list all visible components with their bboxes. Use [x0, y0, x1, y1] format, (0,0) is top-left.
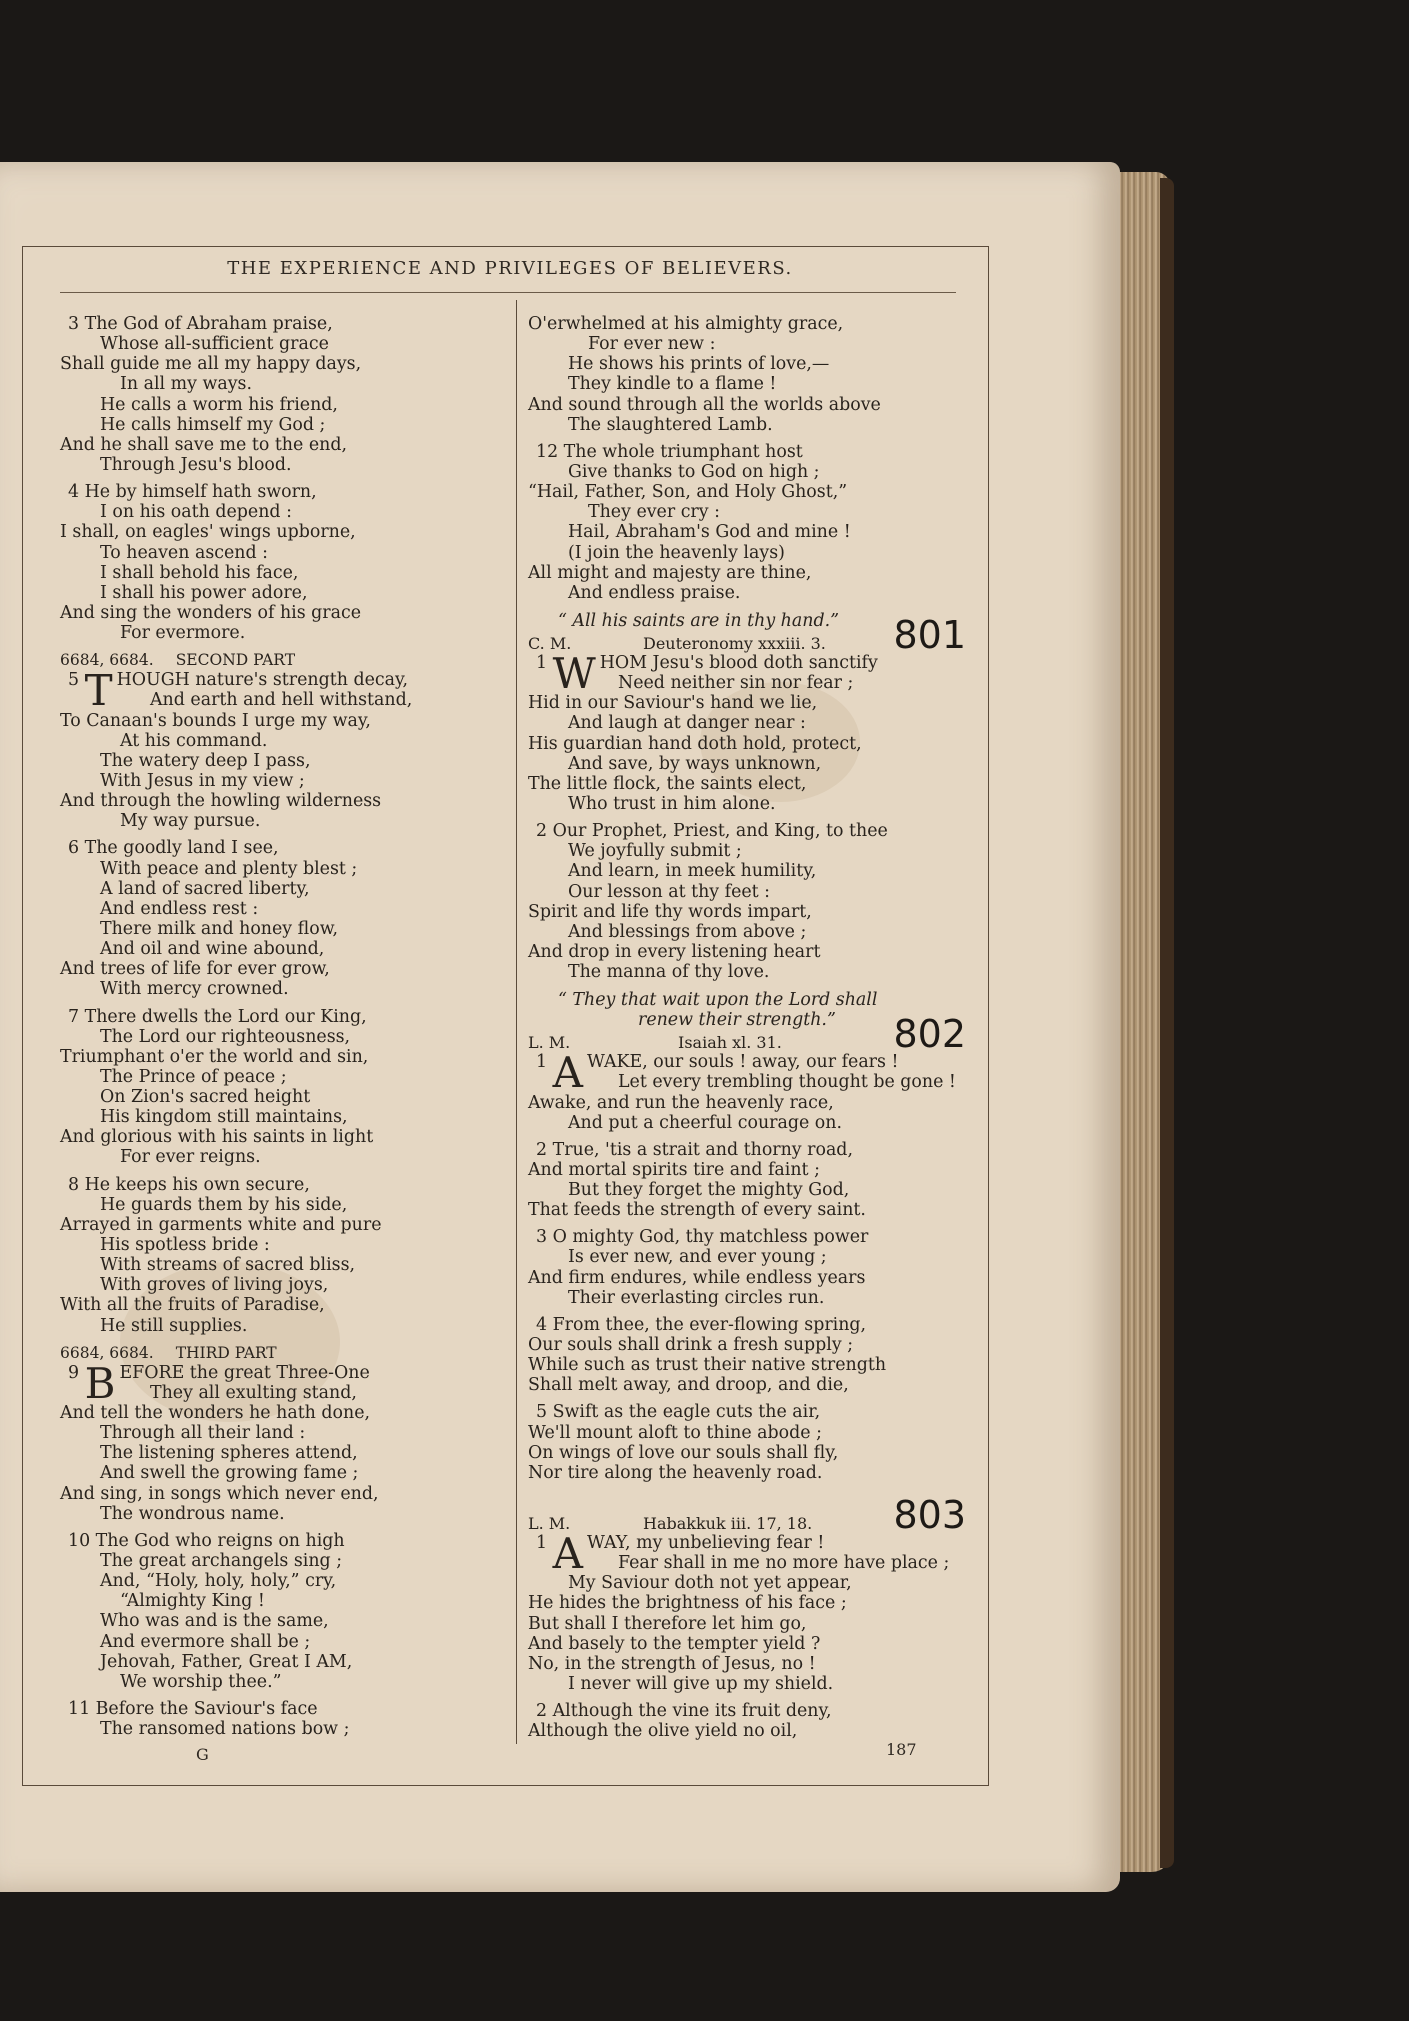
book-cover-edge [1160, 178, 1174, 1868]
hymn-line: And basely to the tempter yield ? [528, 1633, 821, 1654]
hymn-line: To Canaan's bounds I urge my way, [60, 710, 371, 731]
hymn-line: He shows his prints of love,— [568, 354, 830, 375]
hymn-line: To heaven ascend : [100, 542, 268, 563]
hymn-header [528, 1491, 978, 1538]
hymn-line: 4 From thee, the ever-flowing spring, [536, 1314, 867, 1335]
hymn-line: Who trust in him alone. [568, 793, 776, 814]
hymn-line: His spotless bride : [100, 1235, 270, 1256]
hymn-line: And blessings from above ; [568, 921, 807, 942]
hymn-line: For evermore. [120, 623, 246, 644]
hymn-line: With Jesus in my view ; [100, 770, 305, 791]
hymn-line: And through the howling wilderness [60, 791, 382, 812]
drop-cap: A [552, 1052, 583, 1093]
verse-gap [528, 1308, 978, 1315]
section-gap [60, 1336, 500, 1343]
hymn-line: 5 Swift as the eagle cuts the air, [536, 1402, 821, 1423]
hymn-motto: “ All his saints are in thy hand.” [558, 610, 839, 631]
hymn-line: The slaughtered Lamb. [568, 414, 773, 435]
hymn-line: Arrayed in garments white and pure [60, 1214, 382, 1235]
verse-number: 9 [68, 1362, 85, 1383]
hymn-line: I never will give up my shield. [568, 1674, 834, 1695]
section-gap [60, 643, 500, 650]
hymn-line: And oil and wine abound, [100, 939, 325, 960]
hymn-line: Spirit and life thy words impart, [528, 901, 812, 922]
verse-number: 1 [536, 1533, 553, 1554]
hymn-line: I shall his power adore, [100, 582, 308, 603]
right-column [528, 314, 978, 1741]
hymn-line: With groves of living joys, [100, 1275, 329, 1296]
hymn-line: O'erwhelmed at his almighty grace, [528, 314, 844, 334]
hymn-line: And firm endures, while endless years [528, 1267, 866, 1288]
hymn-line: With mercy crowned. [100, 979, 289, 1000]
hymn-line: And sing, in songs which never end, [60, 1483, 379, 1504]
page-number: 187 [886, 1740, 917, 1759]
verse-gap [528, 1395, 978, 1402]
verse-first-line: HOUGH nature's strength decay, [116, 670, 409, 691]
hymn-line: But they forget the mighty God, [568, 1180, 850, 1201]
hymn-line: The Prince of peace ; [100, 1066, 287, 1087]
hymn-meter: C. M. [528, 633, 572, 653]
verse-first-line: WAKE, our souls ! away, our fears ! [586, 1052, 899, 1073]
hymn-line: With peace and plenty blest ; [100, 858, 358, 879]
hymn-line: His kingdom still maintains, [100, 1107, 348, 1128]
hymn-line: A land of sacred liberty, [100, 878, 310, 899]
hymn-line: Our souls shall drink a fresh supply ; [528, 1335, 854, 1356]
hymn-line: I on his oath depend : [100, 502, 292, 523]
hymn-header [528, 610, 978, 657]
hymn-line: The manna of thy love. [568, 962, 770, 983]
hymn-line: Awake, and run the heavenly race, [528, 1092, 834, 1113]
hymn-line: 6 The goodly land I see, [68, 838, 279, 859]
hymn-line: For ever new : [588, 334, 716, 355]
meter-label: 6684, 6684. [60, 1343, 154, 1362]
verse-opening [528, 653, 978, 693]
scripture-reference: Isaiah xl. 31. [678, 1033, 782, 1053]
hymn-line: He calls a worm his friend, [100, 394, 338, 415]
hymn-line: And laugh at danger near : [568, 713, 806, 734]
hymn-line: He still supplies. [100, 1315, 248, 1336]
verse-gap [60, 475, 500, 482]
hymn-meter: L. M. [528, 1514, 571, 1534]
scripture-reference: Habakkuk iii. 17, 18. [643, 1514, 813, 1534]
hymn-line: No, in the strength of Jesus, no ! [528, 1653, 816, 1674]
verse-opening [528, 1533, 978, 1573]
hymn-line: And trees of life for ever grow, [60, 959, 330, 980]
verse-gap [528, 435, 978, 442]
hymn-line: Shall guide me all my happy days, [60, 354, 362, 375]
verse-gap [528, 1694, 978, 1701]
header-rule [60, 292, 956, 293]
hymn-meter: L. M. [528, 1033, 571, 1053]
hymn-line: I shall, on eagles' wings upborne, [60, 522, 356, 543]
hymn-line: Hid in our Saviour's hand we lie, [528, 693, 818, 714]
hymn-line: The great archangels sing ; [100, 1551, 343, 1572]
hymn-line: 2 True, 'tis a strait and thorny road, [536, 1139, 853, 1160]
verse-opening [60, 1363, 500, 1403]
hymn-line: We joyfully submit ; [568, 841, 742, 862]
verse-gap [60, 1692, 500, 1699]
verse-second-line: And earth and hell withstand, [150, 690, 413, 711]
hymn-line: Although the olive yield no oil, [528, 1721, 798, 1742]
hymn-line: And sing the wonders of his grace [60, 602, 362, 623]
verse-opening [528, 1052, 978, 1092]
verse-second-line: Fear shall in me no more have place ; [618, 1553, 950, 1574]
signature-mark: G [196, 1745, 209, 1764]
hymn-line: With all the fruits of Paradise, [60, 1295, 325, 1316]
hymn-line: And glorious with his saints in light [60, 1127, 374, 1148]
hymn-line: On wings of love our souls shall fly, [528, 1442, 839, 1463]
part-label: SECOND PART [175, 651, 296, 670]
part-header [60, 650, 500, 670]
hymn-line: And, “Holy, holy, holy,” cry, [100, 1571, 337, 1592]
hymn-line: They ever cry : [588, 502, 720, 523]
hymn-line: 7 There dwells the Lord our King, [68, 1006, 367, 1027]
hymn-line: The wondrous name. [100, 1503, 285, 1524]
hymn-line: Whose all-sufficient grace [100, 334, 329, 355]
verse-number: 1 [536, 652, 553, 673]
running-head: THE EXPERIENCE AND PRIVILEGES OF BELIEVERS. [227, 258, 793, 279]
hymn-line: And drop in every listening heart [528, 941, 821, 962]
hymn-line: 3 O mighty God, thy matchless power [536, 1227, 869, 1248]
hymn-line: There milk and honey flow, [100, 918, 339, 939]
hymn-line: They kindle to a flame ! [568, 374, 777, 395]
hymn-line: We worship thee.” [120, 1671, 282, 1692]
hymn-line: Through Jesu's blood. [100, 454, 292, 475]
verse-gap [60, 1000, 500, 1007]
hymn-number: 803 [893, 1493, 966, 1538]
verse-number: 5 [68, 670, 85, 691]
hymn-number: 802 [893, 1012, 966, 1057]
verse-gap [60, 1168, 500, 1175]
verse-gap [528, 1133, 978, 1140]
hymn-header [528, 990, 978, 1057]
hymn-line: “Hail, Father, Son, and Holy Ghost,” [528, 482, 848, 503]
hymn-line: And endless rest : [100, 898, 259, 919]
hymn-line: My Saviour doth not yet appear, [568, 1573, 852, 1594]
hymn-line: While such as trust their native strength [528, 1355, 887, 1376]
hymn-motto: “ They that wait upon the Lord shall [558, 990, 878, 1011]
verse-number: 1 [536, 1052, 553, 1073]
hymn-line: But shall I therefore let him go, [528, 1613, 807, 1634]
hymn-line: And evermore shall be ; [100, 1631, 311, 1652]
meter-label: 6684, 6684. [60, 651, 154, 670]
hymn-line: Hail, Abraham's God and mine ! [568, 522, 851, 543]
hymn-line: Their everlasting circles run. [568, 1287, 825, 1308]
hymn-line: And put a cheerful courage on. [568, 1112, 842, 1133]
section-gap [60, 1739, 500, 1746]
scripture-reference: Deuteronomy xxxiii. 3. [643, 633, 826, 653]
hymn-line: And endless praise. [568, 582, 741, 603]
drop-cap: T [84, 670, 113, 711]
hymn-line: In all my ways. [120, 374, 252, 395]
hymn-motto-continued: renew their strength.” [638, 1010, 836, 1031]
hymn-line: Jehovah, Father, Great I AM, [100, 1651, 353, 1672]
hymn-line: Our lesson at thy feet : [568, 881, 771, 902]
hymn-line: And swell the growing fame ; [100, 1463, 359, 1484]
hymn-line: He hides the brightness of his face ; [528, 1593, 847, 1614]
hymn-line: For ever reigns. [120, 1147, 261, 1168]
hymn-line: And learn, in meek humility, [568, 861, 817, 882]
verse-first-line: HOM Jesu's blood doth sanctify [599, 652, 878, 673]
hymn-line: With streams of sacred bliss, [100, 1255, 356, 1276]
hymn-line: I shall behold his face, [100, 562, 299, 583]
hymn-line: “Almighty King ! [120, 1591, 265, 1612]
hymn-line: My way pursue. [120, 811, 261, 832]
hymn-line: 11 Before the Saviour's face [68, 1699, 318, 1719]
hymn-line: And save, by ways unknown, [568, 753, 822, 774]
part-label: THIRD PART [175, 1343, 277, 1362]
verse-first-line: EFORE the great Three-One [119, 1362, 370, 1383]
drop-cap: W [552, 652, 596, 694]
left-column [60, 314, 500, 1746]
hymn-line: That feeds the strength of every saint. [528, 1200, 866, 1221]
column-rule [516, 300, 517, 1744]
hymn-line: The watery deep I pass, [100, 750, 311, 771]
hymn-line: And tell the wonders he hath done, [60, 1403, 371, 1424]
hymn-line: 8 He keeps his own secure, [68, 1174, 310, 1195]
hymn-line: At his command. [120, 730, 268, 751]
hymn-line: Is ever new, and ever young ; [568, 1247, 827, 1268]
verse-gap [60, 1524, 500, 1531]
hymn-line: The ransomed nations bow ; [100, 1719, 350, 1740]
drop-cap: A [552, 1533, 583, 1574]
hymn-line: 2 Our Prophet, Priest, and King, to thee [536, 821, 888, 842]
hymn-line: Shall melt away, and droop, and die, [528, 1375, 849, 1396]
hymn-line: (I join the heavenly lays) [568, 542, 785, 563]
hymn-line: 2 Although the vine its fruit deny, [536, 1701, 832, 1722]
hymn-line: And sound through all the worlds above [528, 394, 881, 415]
hymn-line: 4 He by himself hath sworn, [68, 482, 317, 503]
verse-gap [528, 814, 978, 821]
hymn-line: Through all their land : [100, 1423, 306, 1444]
hymn-line: The little flock, the saints elect, [528, 773, 807, 794]
verse-second-line: They all exulting stand, [150, 1382, 357, 1403]
hymn-line: He guards them by his side, [100, 1194, 348, 1215]
hymn-line: He calls himself my God ; [100, 414, 326, 435]
hymn-line: Give thanks to God on high ; [568, 461, 820, 482]
hymn-line: Nor tire along the heavenly road. [528, 1462, 823, 1483]
verse-opening [60, 670, 500, 710]
drop-cap: B [84, 1362, 116, 1404]
hymn-line: The listening spheres attend, [100, 1443, 358, 1464]
hymn-line: 3 The God of Abraham praise, [68, 314, 333, 334]
hymn-number: 801 [893, 612, 966, 657]
verse-gap [60, 831, 500, 838]
verse-first-line: WAY, my unbelieving fear ! [586, 1533, 825, 1554]
verse-second-line: Need neither sin nor fear ; [618, 673, 854, 694]
hymn-line: His guardian hand doth hold, protect, [528, 733, 862, 754]
hymn-line: We'll mount aloft to thine abode ; [528, 1422, 822, 1443]
hymn-line: And mortal spirits tire and faint ; [528, 1159, 820, 1180]
hymn-line: On Zion's sacred height [100, 1087, 311, 1108]
verse-gap [528, 1220, 978, 1227]
hymn-line: All might and majesty are thine, [528, 562, 812, 583]
hymn-line: Triumphant o'er the world and sin, [60, 1046, 369, 1067]
hymn-line: Who was and is the same, [100, 1611, 329, 1632]
hymn-line: 12 The whole triumphant host [536, 441, 803, 462]
hymn-line: The Lord our righteousness, [100, 1026, 351, 1047]
verse-second-line: Let every trembling thought be gone ! [618, 1072, 956, 1093]
hymn-line: And he shall save me to the end, [60, 434, 347, 455]
part-header [60, 1343, 500, 1363]
hymn-line: 10 The God who reigns on high [68, 1530, 345, 1551]
